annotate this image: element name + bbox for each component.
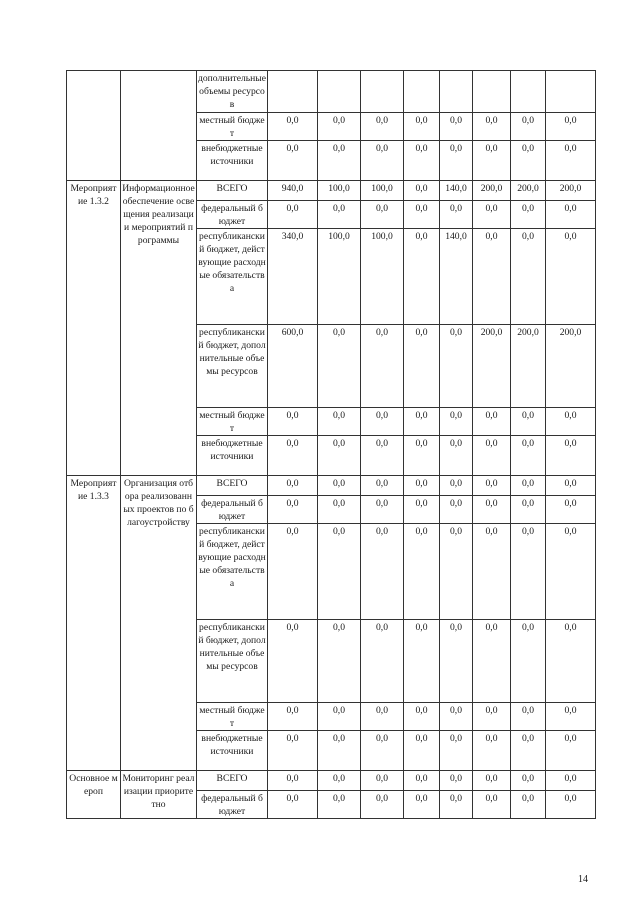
value-cell: 0,0 (404, 325, 440, 408)
value-cell: 0,0 (361, 113, 404, 141)
value-cell: 0,0 (511, 496, 546, 524)
value-cell: 0,0 (404, 496, 440, 524)
page-number: 14 (578, 874, 588, 885)
value-cell: 0,0 (546, 141, 596, 181)
value-cell (268, 71, 318, 113)
value-cell: 0,0 (546, 731, 596, 771)
value-cell: 0,0 (440, 496, 473, 524)
funding-source-cell: республиканский бюджет, действующие расходные обязательства (197, 524, 268, 620)
value-cell: 0,0 (318, 703, 361, 731)
activity-id-cell (67, 71, 121, 181)
value-cell: 0,0 (440, 476, 473, 496)
value-cell: 0,0 (268, 201, 318, 229)
value-cell: 0,0 (361, 703, 404, 731)
value-cell: 0,0 (440, 771, 473, 791)
value-cell: 600,0 (268, 325, 318, 408)
value-cell: 0,0 (511, 476, 546, 496)
value-cell (473, 71, 511, 113)
activity-title-cell: Организация отбора реализованных проектов по благоустройству (121, 476, 197, 771)
value-cell: 0,0 (440, 113, 473, 141)
value-cell: 0,0 (318, 325, 361, 408)
value-cell (546, 71, 596, 113)
value-cell: 140,0 (440, 181, 473, 201)
value-cell: 0,0 (546, 703, 596, 731)
value-cell (318, 71, 361, 113)
value-cell (404, 71, 440, 113)
value-cell: 0,0 (268, 791, 318, 819)
value-cell: 0,0 (268, 703, 318, 731)
value-cell: 0,0 (473, 229, 511, 325)
table-row (67, 71, 596, 113)
activity-id-cell: Основное мероп (67, 771, 121, 819)
value-cell: 0,0 (546, 791, 596, 819)
value-cell: 0,0 (361, 141, 404, 181)
value-cell: 0,0 (404, 229, 440, 325)
value-cell: 0,0 (404, 113, 440, 141)
value-cell: 200,0 (511, 325, 546, 408)
funding-source-cell: федеральный бюджет (197, 791, 268, 819)
value-cell: 0,0 (404, 620, 440, 703)
funding-source-cell: внебюджетные источники (197, 436, 268, 476)
value-cell: 100,0 (318, 181, 361, 201)
value-cell: 0,0 (318, 436, 361, 476)
value-cell: 0,0 (511, 141, 546, 181)
value-cell: 0,0 (361, 408, 404, 436)
value-cell: 0,0 (440, 703, 473, 731)
value-cell: 0,0 (318, 731, 361, 771)
value-cell: 0,0 (268, 731, 318, 771)
value-cell: 0,0 (511, 408, 546, 436)
value-cell: 140,0 (440, 229, 473, 325)
value-cell: 0,0 (546, 201, 596, 229)
activity-id-cell: Мероприятие 1.3.3 (67, 476, 121, 771)
value-cell: 0,0 (546, 436, 596, 476)
value-cell: 0,0 (404, 476, 440, 496)
value-cell: 0,0 (546, 496, 596, 524)
value-cell: 0,0 (318, 141, 361, 181)
value-cell: 0,0 (473, 408, 511, 436)
value-cell: 0,0 (546, 620, 596, 703)
value-cell: 0,0 (440, 791, 473, 819)
value-cell: 0,0 (404, 731, 440, 771)
value-cell: 200,0 (473, 181, 511, 201)
value-cell: 0,0 (511, 731, 546, 771)
value-cell: 0,0 (511, 524, 546, 620)
value-cell: 0,0 (473, 703, 511, 731)
value-cell: 0,0 (404, 408, 440, 436)
value-cell: 0,0 (473, 731, 511, 771)
value-cell: 0,0 (404, 201, 440, 229)
funding-source-cell: местный бюджет (197, 113, 268, 141)
value-cell: 0,0 (511, 201, 546, 229)
value-cell: 0,0 (546, 771, 596, 791)
value-cell: 340,0 (268, 229, 318, 325)
value-cell: 0,0 (473, 436, 511, 476)
value-cell: 0,0 (268, 620, 318, 703)
activity-title-cell: Информационное обеспечение освещения реализации мероприятий программы (121, 181, 197, 476)
value-cell: 200,0 (546, 325, 596, 408)
value-cell: 0,0 (361, 524, 404, 620)
value-cell: 100,0 (361, 181, 404, 201)
funding-source-cell: федеральный бюджет (197, 201, 268, 229)
value-cell (440, 71, 473, 113)
funding-source-cell: республиканский бюджет, дополнительные объемы ресурсов (197, 325, 268, 408)
value-cell: 0,0 (440, 201, 473, 229)
value-cell: 940,0 (268, 181, 318, 201)
value-cell: 100,0 (318, 229, 361, 325)
value-cell: 0,0 (318, 496, 361, 524)
value-cell: 0,0 (268, 408, 318, 436)
value-cell: 0,0 (318, 620, 361, 703)
value-cell: 0,0 (440, 408, 473, 436)
value-cell: 0,0 (546, 229, 596, 325)
value-cell: 0,0 (404, 181, 440, 201)
value-cell: 0,0 (268, 476, 318, 496)
value-cell: 0,0 (404, 703, 440, 731)
funding-source-cell: местный бюджет (197, 408, 268, 436)
table-row (67, 476, 596, 496)
value-cell: 0,0 (511, 771, 546, 791)
funding-source-cell: дополнительные объемы ресурсов (197, 71, 268, 113)
value-cell: 0,0 (546, 113, 596, 141)
value-cell: 0,0 (473, 201, 511, 229)
budget-table (66, 70, 596, 819)
value-cell: 0,0 (318, 476, 361, 496)
value-cell: 0,0 (473, 791, 511, 819)
value-cell: 0,0 (361, 476, 404, 496)
value-cell: 0,0 (473, 524, 511, 620)
value-cell: 0,0 (440, 524, 473, 620)
value-cell: 0,0 (318, 113, 361, 141)
value-cell (361, 71, 404, 113)
value-cell (511, 71, 546, 113)
value-cell: 0,0 (268, 436, 318, 476)
funding-source-cell: ВСЕГО (197, 771, 268, 791)
value-cell: 0,0 (511, 229, 546, 325)
value-cell: 0,0 (268, 524, 318, 620)
value-cell: 0,0 (318, 408, 361, 436)
value-cell: 0,0 (361, 771, 404, 791)
value-cell: 200,0 (511, 181, 546, 201)
value-cell: 0,0 (473, 771, 511, 791)
value-cell: 0,0 (268, 496, 318, 524)
value-cell: 200,0 (546, 181, 596, 201)
value-cell: 0,0 (546, 476, 596, 496)
funding-source-cell: ВСЕГО (197, 476, 268, 496)
value-cell: 0,0 (440, 731, 473, 771)
value-cell: 0,0 (268, 113, 318, 141)
value-cell: 0,0 (318, 771, 361, 791)
value-cell: 100,0 (361, 229, 404, 325)
value-cell: 0,0 (404, 771, 440, 791)
value-cell: 0,0 (361, 496, 404, 524)
funding-source-cell: федеральный бюджет (197, 496, 268, 524)
value-cell: 0,0 (361, 325, 404, 408)
value-cell: 0,0 (511, 791, 546, 819)
value-cell: 0,0 (440, 141, 473, 181)
table-row (67, 181, 596, 201)
funding-source-cell: местный бюджет (197, 703, 268, 731)
funding-source-cell: республиканский бюджет, действующие расходные обязательства (197, 229, 268, 325)
activity-title-cell: Мониторинг реализации приоритетно (121, 771, 197, 819)
activity-title-cell (121, 71, 197, 181)
value-cell: 0,0 (404, 524, 440, 620)
value-cell: 0,0 (473, 620, 511, 703)
value-cell: 0,0 (473, 496, 511, 524)
value-cell: 0,0 (361, 731, 404, 771)
value-cell: 0,0 (361, 791, 404, 819)
value-cell: 0,0 (511, 113, 546, 141)
value-cell: 0,0 (361, 620, 404, 703)
value-cell: 0,0 (473, 113, 511, 141)
value-cell: 0,0 (268, 141, 318, 181)
funding-source-cell: внебюджетные источники (197, 731, 268, 771)
value-cell: 0,0 (404, 436, 440, 476)
value-cell: 0,0 (318, 791, 361, 819)
value-cell: 0,0 (440, 325, 473, 408)
value-cell: 0,0 (404, 141, 440, 181)
table-row (67, 771, 596, 791)
value-cell: 0,0 (511, 620, 546, 703)
value-cell: 0,0 (511, 703, 546, 731)
value-cell: 0,0 (268, 771, 318, 791)
value-cell: 0,0 (361, 436, 404, 476)
value-cell: 0,0 (440, 620, 473, 703)
value-cell: 0,0 (546, 524, 596, 620)
value-cell: 0,0 (473, 141, 511, 181)
value-cell: 0,0 (511, 436, 546, 476)
funding-source-cell: ВСЕГО (197, 181, 268, 201)
value-cell: 0,0 (440, 436, 473, 476)
value-cell: 0,0 (318, 524, 361, 620)
activity-id-cell: Мероприятие 1.3.2 (67, 181, 121, 476)
value-cell: 0,0 (361, 201, 404, 229)
value-cell: 0,0 (473, 476, 511, 496)
funding-source-cell: республиканский бюджет, дополнительные объемы ресурсов (197, 620, 268, 703)
value-cell: 200,0 (473, 325, 511, 408)
value-cell: 0,0 (318, 201, 361, 229)
value-cell: 0,0 (404, 791, 440, 819)
value-cell: 0,0 (546, 408, 596, 436)
funding-source-cell: внебюджетные источники (197, 141, 268, 181)
